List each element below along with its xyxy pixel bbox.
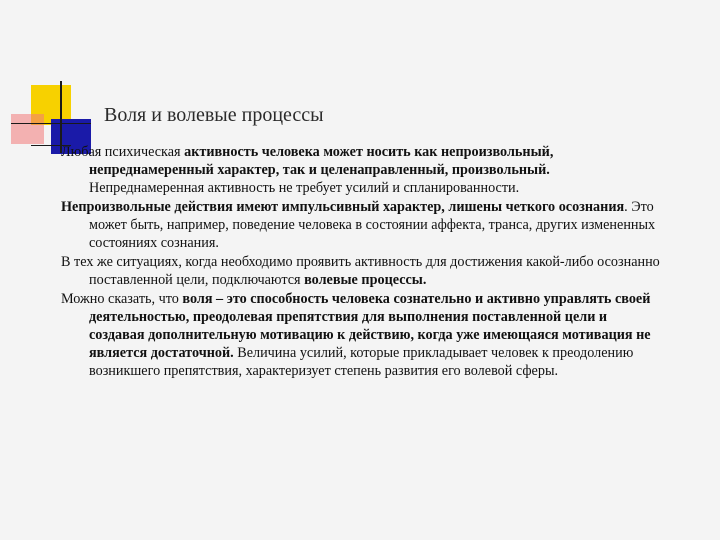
text-run: В тех же ситуациях, когда необходимо проявить активность для достижения какой-либо осознанно поставленной цели, подключаются — [61, 254, 660, 288]
bold-text-run: активность человека может носить как непроизвольный, непреднамеренный характер, так и целенаправленный, произвольный. — [89, 144, 554, 178]
slide-body — [61, 143, 661, 381]
paragraph — [61, 143, 661, 197]
paragraph — [61, 198, 661, 252]
slide-title: Воля и волевые процессы — [104, 104, 324, 126]
bold-text-run: воля – это способность человека сознательно и активно управлять своей деятельностью, преодолевая препятствия для выполнения поставленной цели и создавая дополнительную мотивацию к действию, когда уже имеющаяся мотивация не является достаточной. — [89, 291, 651, 361]
text-run: Любая психическая — [61, 144, 185, 160]
text-run: Непреднамеренная активность не требует усилий и спланированности. — [89, 180, 520, 196]
text-run: . Это может быть, например, поведение человека в состоянии аффекта, транса, других измененных состояниях сознания. — [89, 199, 656, 251]
bold-text-run: волевые процессы. — [304, 272, 427, 288]
paragraph — [61, 253, 661, 289]
red-square-decoration — [11, 114, 44, 144]
text-run: Величина усилий, которые прикладывает человек к преодолению возникшего препятствия, характеризует степень развития его волевой сферы. — [89, 345, 634, 379]
text-run: Можно сказать, что — [61, 291, 183, 307]
horizontal-line-decoration — [11, 123, 91, 124]
paragraph — [61, 290, 661, 380]
bold-text-run: Непроизвольные действия имеют импульсивный характер, лишены четкого осознания — [61, 199, 625, 215]
